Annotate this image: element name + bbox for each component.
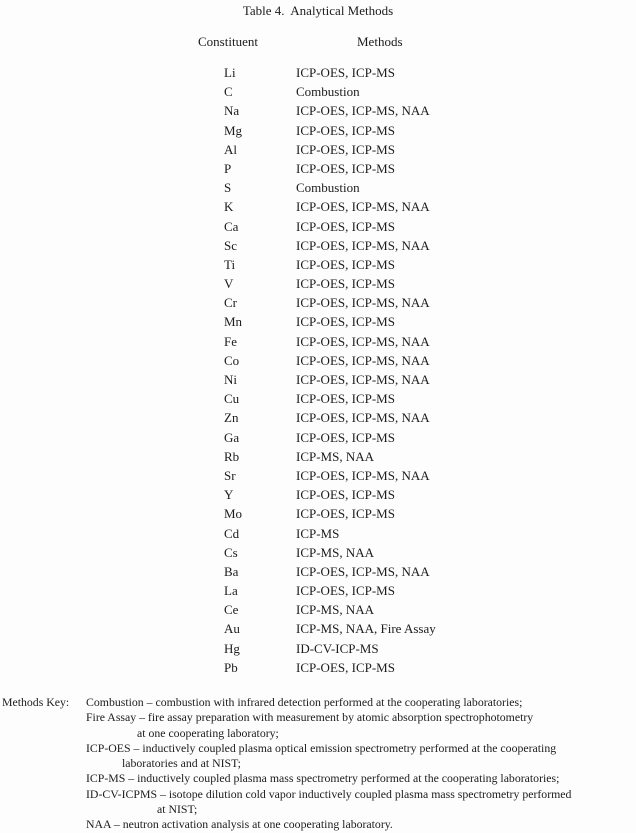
table-row: [0, 178, 636, 197]
table-row: [0, 639, 636, 658]
constituent-cell: Ga: [224, 429, 240, 445]
constituent-cell: Mo: [224, 506, 243, 522]
methods-cell: ICP-MS, NAA, Fire Assay: [296, 621, 436, 637]
table-row: [0, 255, 636, 274]
table-row: [0, 466, 636, 485]
methods-key-line: laboratories and at NIST;: [122, 756, 241, 771]
methods-cell: ICP-OES, ICP-MS: [296, 218, 395, 234]
methods-cell: ICP-OES, ICP-MS, NAA: [296, 333, 430, 349]
table-row: [0, 197, 636, 216]
methods-cell: ICP-MS: [296, 525, 340, 541]
methods-cell: ICP-OES, ICP-MS, NAA: [296, 372, 430, 387]
table-row: [0, 658, 636, 677]
table-row: [0, 101, 636, 120]
constituent-cell: Ti: [224, 256, 236, 272]
methods-cell: ICP-MS, NAA: [296, 544, 375, 560]
table-row: [0, 428, 636, 447]
methods-cell: ICP-OES, ICP-MS: [296, 583, 395, 599]
table-row: [0, 274, 636, 293]
methods-cell: ICP-OES, ICP-MS, NAA: [296, 467, 430, 483]
methods-cell: ICP-MS, NAA: [296, 602, 375, 618]
methods-key-line: ICP-MS – inductively coupled plasma mass spectrometry performed at the cooperating laboratories;: [86, 771, 560, 786]
constituent-cell: Cs: [224, 544, 238, 560]
table-row: [0, 236, 636, 255]
methods-cell: ICP-OES, ICP-MS, NAA: [296, 295, 430, 311]
table-row: [0, 312, 636, 331]
table-row: [0, 581, 636, 600]
table-row: [0, 485, 636, 504]
methods-cell: ICP-OES, ICP-MS: [296, 314, 395, 330]
table-row: [0, 351, 636, 370]
table-row: [0, 408, 636, 427]
methods-key-line: ID-CV-ICPMS – isotope dilution cold vapor inductively coupled plasma mass spectrometry performed: [86, 786, 572, 801]
methods-cell: ICP-OES, ICP-MS, NAA: [296, 199, 430, 215]
constituent-cell: V: [224, 276, 234, 292]
constituent-cell: Au: [224, 621, 240, 637]
constituent-cell: Cd: [224, 525, 240, 541]
table-row: [0, 600, 636, 619]
table-row: [0, 543, 636, 562]
methods-cell: ICP-OES, ICP-MS: [296, 276, 395, 292]
table-row: [0, 332, 636, 351]
constituent-cell: K: [224, 199, 234, 215]
constituent-cell: Al: [224, 141, 237, 157]
table-row: [0, 524, 636, 543]
table-row: [0, 370, 636, 389]
methods-cell: ID-CV-ICP-MS: [296, 640, 379, 656]
constituent-cell: P: [224, 160, 232, 176]
methods-key-lines: [0, 695, 636, 833]
constituent-cell: Ni: [224, 372, 237, 387]
methods-key-label: Methods Key:: [2, 695, 70, 709]
methods-key-line: Combustion – combustion with infrared detection performed at the cooperating laboratories;: [86, 695, 523, 709]
methods-key-line: at NIST;: [157, 802, 198, 817]
table-row: [0, 121, 636, 140]
methods-cell: Combustion: [296, 180, 360, 196]
table-row: [0, 619, 636, 638]
column-header-methods: Methods: [357, 34, 403, 49]
constituent-cell: La: [224, 583, 238, 599]
constituent-cell: Ba: [224, 563, 239, 579]
constituent-cell: Ca: [224, 218, 239, 234]
constituent-cell: Mn: [224, 314, 243, 330]
methods-key-line: NAA – neutron activation analysis at one cooperating laboratory.: [86, 817, 393, 832]
methods-cell: ICP-OES, ICP-MS, NAA: [296, 237, 430, 253]
constituent-cell: S: [224, 180, 232, 196]
methods-key: [0, 695, 636, 833]
methods-cell: Combustion: [296, 84, 360, 100]
constituent-cell: C: [224, 84, 233, 100]
constituent-cell: Y: [224, 487, 234, 503]
methods-cell: ICP-OES, ICP-MS: [296, 122, 395, 138]
methods-cell: ICP-OES, ICP-MS: [296, 391, 395, 407]
table-row: [0, 63, 636, 82]
constituent-cell: Sr: [224, 467, 236, 483]
methods-cell: ICP-OES, ICP-MS, NAA: [296, 103, 430, 119]
constituent-cell: Mg: [224, 122, 243, 138]
constituent-cell: Cu: [224, 391, 240, 407]
constituent-cell: Li: [224, 65, 236, 80]
methods-cell: ICP-OES, ICP-MS: [296, 256, 395, 272]
constituent-cell: Rb: [224, 448, 240, 464]
table-row: [0, 140, 636, 159]
methods-key-line: Fire Assay – fire assay preparation with measurement by atomic absorption spectrophotometry: [86, 710, 534, 725]
methods-cell: ICP-OES, ICP-MS: [296, 506, 395, 522]
methods-cell: ICP-OES, ICP-MS, NAA: [296, 410, 430, 426]
table-row: [0, 504, 636, 523]
table-row: [0, 447, 636, 466]
table-row: [0, 389, 636, 408]
constituent-cell: Pb: [224, 659, 238, 675]
methods-cell: ICP-OES, ICP-MS: [296, 141, 395, 157]
constituent-cell: Sc: [224, 237, 237, 253]
methods-cell: ICP-OES, ICP-MS: [296, 160, 395, 176]
table-title: Table 4. Analytical Methods: [242, 3, 394, 18]
methods-cell: ICP-OES, ICP-MS: [296, 659, 395, 675]
table-row: [0, 562, 636, 581]
constituent-cell: Zn: [224, 410, 239, 426]
constituent-cell: Cr: [224, 295, 237, 311]
constituent-cell: Co: [224, 352, 240, 368]
table-row: [0, 82, 636, 101]
methods-key-line: ICP-OES – inductively coupled plasma optical emission spectrometry performed at the cooperating: [86, 740, 557, 755]
table-row: [0, 217, 636, 236]
table-row: [0, 159, 636, 178]
methods-cell: ICP-OES, ICP-MS: [296, 65, 395, 80]
methods-cell: ICP-OES, ICP-MS: [296, 429, 395, 445]
methods-cell: ICP-OES, ICP-MS: [296, 487, 395, 503]
methods-key-line: at one cooperating laboratory;: [137, 725, 279, 740]
methods-cell: ICP-OES, ICP-MS, NAA: [296, 352, 430, 368]
constituent-cell: Hg: [224, 640, 240, 656]
table-row: [0, 293, 636, 312]
constituent-cell: Fe: [224, 333, 237, 349]
methods-cell: ICP-MS, NAA: [296, 448, 375, 464]
constituent-cell: Na: [224, 103, 240, 119]
constituent-cell: Ce: [224, 602, 239, 618]
column-header-constituent: Constituent: [198, 34, 258, 49]
analytical-methods-table: [0, 63, 636, 677]
methods-cell: ICP-OES, ICP-MS, NAA: [296, 563, 430, 579]
